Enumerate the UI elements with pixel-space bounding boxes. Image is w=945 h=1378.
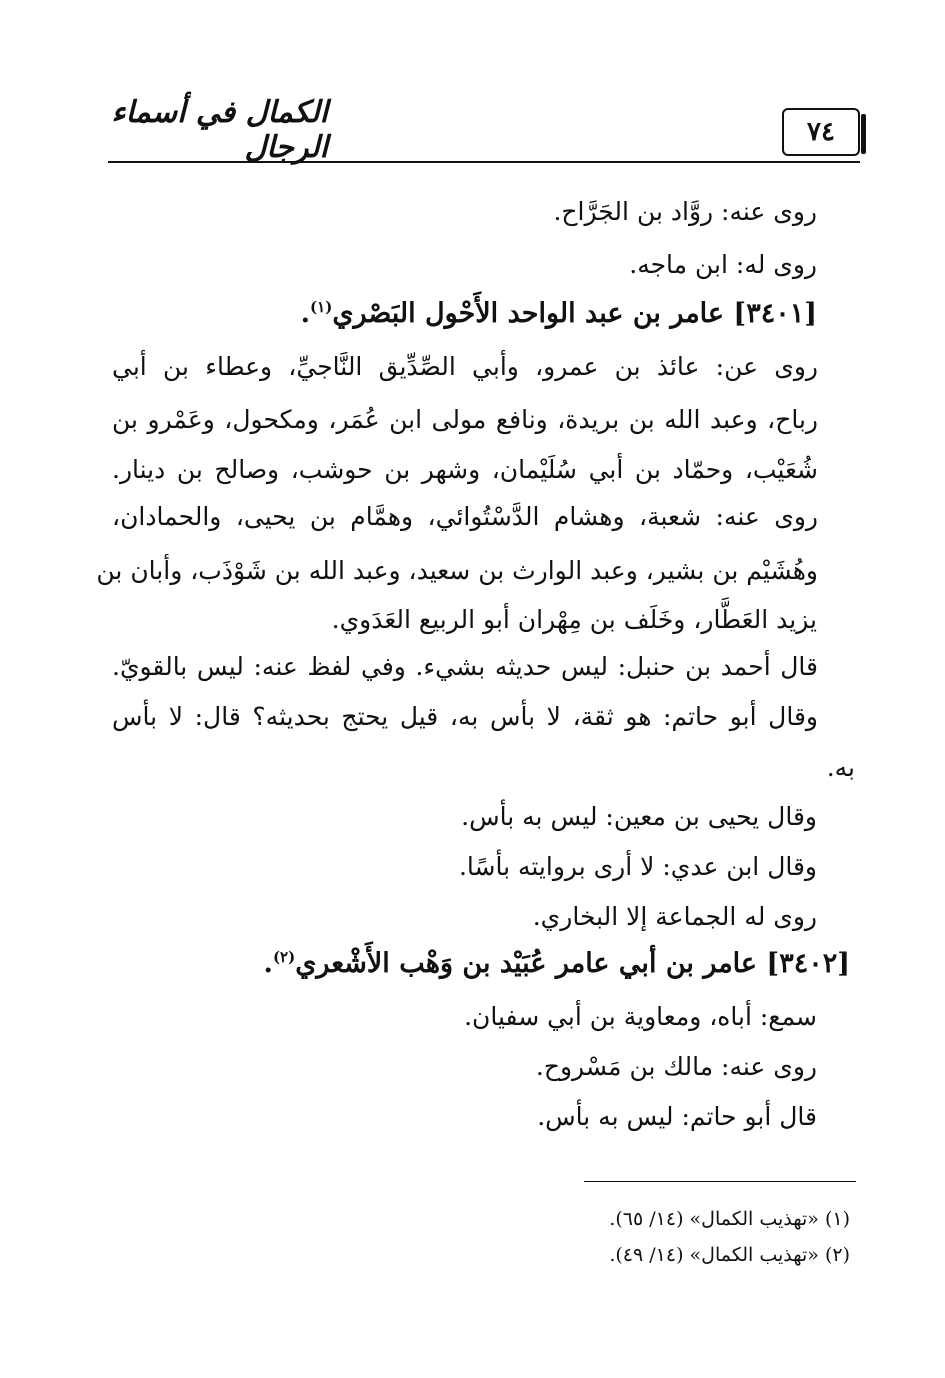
page-header bbox=[108, 95, 860, 165]
text-line: روى عنه: شعبة، وهشام الدَّسْتُوائي، وهمَّام بن يحيى، والحمادان، bbox=[112, 502, 818, 531]
heading-period: . bbox=[300, 298, 311, 329]
entry-heading-3402 bbox=[264, 948, 850, 980]
text-line: سمع: أباه، ومعاوية بن أبي سفيان. bbox=[464, 1002, 817, 1031]
text-line: وقال ابن عدي: لا أرى بروايته بأسًا. bbox=[458, 852, 817, 881]
text-line: روى له الجماعة إلا البخاري. bbox=[532, 902, 817, 931]
entry-heading-3401 bbox=[301, 298, 817, 330]
text-line: روى له: ابن ماجه. bbox=[629, 250, 817, 279]
text-line: روى عنه: روَّاد بن الجَرَّاح. bbox=[553, 197, 817, 226]
text-line: روى عنه: مالك بن مَسْروح. bbox=[535, 1052, 817, 1081]
text-line: وقال أبو حاتم: هو ثقة، لا بأس به، قيل يحتج بحديثه؟ قال: لا بأس bbox=[112, 702, 818, 731]
text-line: روى عن: عائذ بن عمرو، وأبي الصِّدِّيق النَّاجيِّ، وعطاء بن أبي bbox=[112, 352, 818, 381]
footnote-rule bbox=[584, 1181, 856, 1182]
text-line: وهُشَيْم بن بشير، وعبد الوارث بن سعيد، وعبد الله بن شَوْذَب، وأبان بن bbox=[96, 556, 818, 585]
footnote-mark: (١) bbox=[310, 298, 333, 316]
heading-period: . bbox=[263, 948, 273, 979]
page-number: ٧٤ bbox=[782, 108, 860, 156]
text-line: وقال يحيى بن معين: ليس به بأس. bbox=[461, 802, 817, 831]
footnote: (٢) «تهذيب الكمال» (١٤/ ٤٩). bbox=[609, 1244, 850, 1266]
text-line: شُعَيْب، وحمّاد بن أبي سُلَيْمان، وشهر بن حوشب، وصالح بن دينار. bbox=[112, 455, 818, 484]
text-line: يزيد العَطَّار، وخَلَف بن مِهْران أبو الربيع العَدَوي. bbox=[331, 605, 817, 634]
entry-heading-text: [٣٤٠١] عامر بن عبد الواحد الأَحْول البَصْري bbox=[332, 298, 817, 329]
text-line: قال أحمد بن حنبل: ليس حديثه بشيء. وفي لفظ عنه: ليس بالقويّ. bbox=[112, 652, 818, 681]
text-line: به. bbox=[826, 753, 855, 782]
text-line: رباح، وعبد الله بن بريدة، ونافع مولى ابن عُمَر، ومكحول، وعَمْرو بن bbox=[112, 405, 818, 434]
book-title: الكمال في أسماء الرجال bbox=[111, 95, 328, 165]
text-line: قال أبو حاتم: ليس به بأس. bbox=[537, 1102, 817, 1131]
footnote-mark: (٢) bbox=[272, 948, 296, 966]
header-rule bbox=[108, 161, 860, 163]
entry-heading-text: [٣٤٠٢] عامر بن أبي عامر عُبَيْد بن وَهْب الأَشْعري bbox=[295, 948, 850, 979]
footnote: (١) «تهذيب الكمال» (١٤/ ٦٥). bbox=[609, 1208, 850, 1230]
